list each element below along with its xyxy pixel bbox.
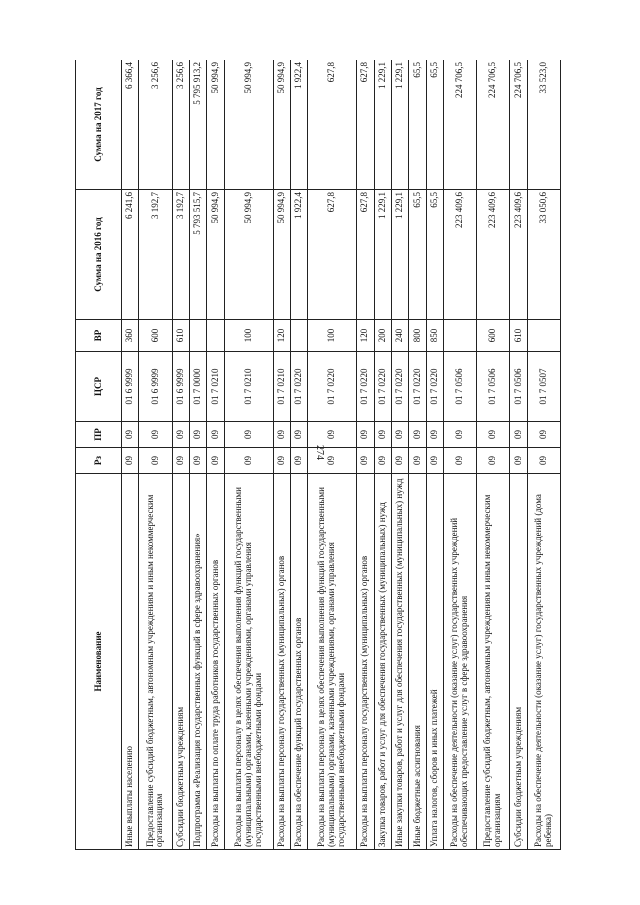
cell-sum-2017: 224 706,5 [444, 60, 477, 190]
cell-vr: 120 [273, 320, 290, 352]
cell-vr: 360 [122, 320, 139, 352]
cell-vr: 100 [308, 320, 357, 352]
cell-csr: 01 7 0000 [189, 352, 206, 422]
table-body [122, 60, 561, 850]
cell-vr: 240 [391, 320, 408, 352]
cell-sum-2017: 627,8 [308, 60, 357, 190]
cell-pr: 09 [189, 422, 206, 448]
cell-name: Расходы на выплаты персоналу государственных (муниципальных) органов [357, 474, 374, 850]
cell-rz: 09 [290, 448, 307, 474]
cell-sum-2017: 5 795 913,2 [189, 60, 206, 190]
cell-pr: 09 [357, 422, 374, 448]
cell-pr: 09 [477, 422, 510, 448]
cell-vr: 200 [374, 320, 391, 352]
col-header-name: Наименование [76, 474, 122, 850]
cell-rz: 09 [122, 448, 139, 474]
cell-sum-2017: 224 706,5 [510, 60, 527, 190]
cell-name: Расходы на обеспечение деятельности (оказание услуг) государственных учреждений (дома ребенка) [527, 474, 560, 850]
table-row [224, 60, 273, 850]
cell-rz: 09 [308, 448, 357, 474]
table-row [357, 60, 374, 850]
cell-pr: 09 [374, 422, 391, 448]
cell-csr: 01 7 0220 [357, 352, 374, 422]
cell-name: Расходы на обеспечение функций государственных органов [290, 474, 307, 850]
cell-sum-2016: 223 409,6 [510, 190, 527, 320]
cell-pr: 09 [409, 422, 426, 448]
cell-pr: 09 [290, 422, 307, 448]
col-header-sum-2016: Сумма на 2016 год [76, 190, 122, 320]
cell-rz: 09 [374, 448, 391, 474]
cell-sum-2016: 3 192,7 [139, 190, 172, 320]
cell-sum-2017: 1 922,4 [290, 60, 307, 190]
cell-name: Расходы на выплаты по оплате труда работников государственных органов [207, 474, 224, 850]
cell-pr: 09 [308, 422, 357, 448]
cell-rz: 09 [409, 448, 426, 474]
cell-rz: 09 [426, 448, 443, 474]
cell-rz: 09 [273, 448, 290, 474]
table-row [527, 60, 560, 850]
cell-rz: 09 [527, 448, 560, 474]
cell-name: Субсидии бюджетным учреждениям [172, 474, 189, 850]
cell-name: Расходы на выплаты персоналу государственных (муниципальных) органов [273, 474, 290, 850]
cell-sum-2016: 6 241,6 [122, 190, 139, 320]
cell-sum-2017: 1 229,1 [391, 60, 408, 190]
cell-name: Иные бюджетные ассигнования [409, 474, 426, 850]
table-row [510, 60, 527, 850]
cell-sum-2017: 33 523,0 [527, 60, 560, 190]
table-row [172, 60, 189, 850]
col-header-vr: ВР [76, 320, 122, 352]
cell-rz: 09 [189, 448, 206, 474]
table-row [290, 60, 307, 850]
cell-sum-2017: 1 229,1 [374, 60, 391, 190]
cell-vr: 120 [357, 320, 374, 352]
cell-vr: 610 [172, 320, 189, 352]
cell-csr: 01 7 0210 [224, 352, 273, 422]
cell-name: Предоставление субсидий бюджетным, автономным учреждениям и иным некоммерческим организациям [139, 474, 172, 850]
table-row [444, 60, 477, 850]
cell-name: Расходы на обеспечение деятельности (оказание услуг) государственных учреждений обеспечивающих предоставление услуг в сфере здравоохранения [444, 474, 477, 850]
table-row [273, 60, 290, 850]
cell-name: Подпрограмма «Реализация государственных функций в сфере здравоохранения» [189, 474, 206, 850]
cell-name: Иные выплаты населению [122, 474, 139, 850]
table-row [189, 60, 206, 850]
cell-sum-2016: 223 409,6 [444, 190, 477, 320]
cell-csr: 01 7 0220 [290, 352, 307, 422]
cell-rz: 09 [224, 448, 273, 474]
table-row [207, 60, 224, 850]
cell-sum-2016: 50 994,9 [207, 190, 224, 320]
cell-csr: 01 6 9999 [139, 352, 172, 422]
cell-sum-2017: 3 256,6 [139, 60, 172, 190]
cell-name: Расходы на выплаты персоналу в целях обеспечения выполнения функций государственными (муниципальными) органами, казенными учреждениями, органами управления государственными внебюджетными фондами [308, 474, 357, 850]
cell-pr: 09 [391, 422, 408, 448]
cell-name: Субсидии бюджетным учреждениям [510, 474, 527, 850]
cell-sum-2017: 3 256,6 [172, 60, 189, 190]
cell-csr: 01 7 0220 [426, 352, 443, 422]
cell-sum-2016: 33 050,6 [527, 190, 560, 320]
cell-pr: 09 [444, 422, 477, 448]
cell-vr: 600 [139, 320, 172, 352]
cell-sum-2017: 627,8 [357, 60, 374, 190]
cell-sum-2016: 223 409,6 [477, 190, 510, 320]
cell-vr: 100 [224, 320, 273, 352]
cell-pr: 09 [527, 422, 560, 448]
cell-rz: 09 [172, 448, 189, 474]
cell-pr: 09 [139, 422, 172, 448]
cell-sum-2016: 50 994,9 [273, 190, 290, 320]
cell-csr: 01 7 0506 [477, 352, 510, 422]
budget-table [75, 60, 561, 850]
cell-sum-2017: 6 366,4 [122, 60, 139, 190]
cell-sum-2016: 627,8 [308, 190, 357, 320]
cell-sum-2016: 1 229,1 [391, 190, 408, 320]
rotated-table-container [75, 60, 561, 850]
col-header-rz: Рз [76, 448, 122, 474]
cell-sum-2017: 50 994,9 [224, 60, 273, 190]
cell-pr: 09 [224, 422, 273, 448]
rotated-table-viewport [75, 60, 561, 850]
table-row [308, 60, 357, 850]
cell-csr: 01 7 0210 [207, 352, 224, 422]
col-header-csr: ЦСР [76, 352, 122, 422]
cell-vr [444, 320, 477, 352]
cell-csr: 01 7 0506 [444, 352, 477, 422]
cell-rz: 09 [477, 448, 510, 474]
cell-name: Закупка товаров, работ и услуг для обеспечения государственных (муниципальных) нужд [374, 474, 391, 850]
cell-sum-2017: 65,5 [426, 60, 443, 190]
cell-vr: 600 [477, 320, 510, 352]
cell-pr: 09 [426, 422, 443, 448]
cell-csr: 01 7 0506 [510, 352, 527, 422]
cell-vr: 850 [426, 320, 443, 352]
cell-vr: 800 [409, 320, 426, 352]
col-header-sum-2017: Сумма на 2017 год [76, 60, 122, 190]
table-row [409, 60, 426, 850]
table-row [391, 60, 408, 850]
cell-vr [527, 320, 560, 352]
cell-sum-2016: 627,8 [357, 190, 374, 320]
cell-csr: 01 7 0210 [273, 352, 290, 422]
cell-sum-2017: 224 706,5 [477, 60, 510, 190]
cell-pr: 09 [122, 422, 139, 448]
cell-rz: 09 [207, 448, 224, 474]
table-row [139, 60, 172, 850]
cell-csr: 01 7 0220 [308, 352, 357, 422]
cell-vr [189, 320, 206, 352]
cell-csr: 01 7 0220 [391, 352, 408, 422]
cell-name: Предоставление субсидий бюджетным, автономным учреждениям и иным некоммерческим организациям [477, 474, 510, 850]
cell-sum-2017: 50 994,9 [273, 60, 290, 190]
cell-csr: 01 6 9999 [172, 352, 189, 422]
cell-csr: 01 7 0220 [409, 352, 426, 422]
cell-pr: 09 [510, 422, 527, 448]
cell-vr: 610 [510, 320, 527, 352]
cell-vr [290, 320, 307, 352]
page-number: 274 [313, 445, 325, 460]
cell-csr: 01 7 0220 [374, 352, 391, 422]
cell-pr: 09 [273, 422, 290, 448]
cell-rz: 09 [391, 448, 408, 474]
cell-name: Уплата налогов, сборов и иных платежей [426, 474, 443, 850]
table-row [426, 60, 443, 850]
cell-rz: 09 [444, 448, 477, 474]
cell-name: Иные закупки товаров, работ и услуг для обеспечения государственных (муниципальных) нужд [391, 474, 408, 850]
cell-sum-2017: 50 994,9 [207, 60, 224, 190]
cell-vr [207, 320, 224, 352]
cell-sum-2016: 1 922,4 [290, 190, 307, 320]
cell-sum-2016: 5 793 515,7 [189, 190, 206, 320]
table-row [374, 60, 391, 850]
cell-sum-2016: 1 229,1 [374, 190, 391, 320]
table-header-row [76, 60, 122, 850]
cell-sum-2016: 3 192,7 [172, 190, 189, 320]
table-row [477, 60, 510, 850]
cell-sum-2016: 65,5 [426, 190, 443, 320]
cell-pr: 09 [207, 422, 224, 448]
cell-sum-2016: 50 994,9 [224, 190, 273, 320]
cell-rz: 09 [510, 448, 527, 474]
cell-pr: 09 [172, 422, 189, 448]
col-header-pr: ПР [76, 422, 122, 448]
cell-sum-2016: 65,5 [409, 190, 426, 320]
cell-sum-2017: 65,5 [409, 60, 426, 190]
cell-csr: 01 7 0507 [527, 352, 560, 422]
cell-csr: 01 6 9999 [122, 352, 139, 422]
table-row [122, 60, 139, 850]
cell-rz: 09 [357, 448, 374, 474]
cell-name: Расходы на выплаты персоналу в целях обеспечения выполнения функций государственными (муниципальными) органами, казенными учреждениями, органами управления государственными внебюджетными фондами [224, 474, 273, 850]
cell-rz: 09 [139, 448, 172, 474]
